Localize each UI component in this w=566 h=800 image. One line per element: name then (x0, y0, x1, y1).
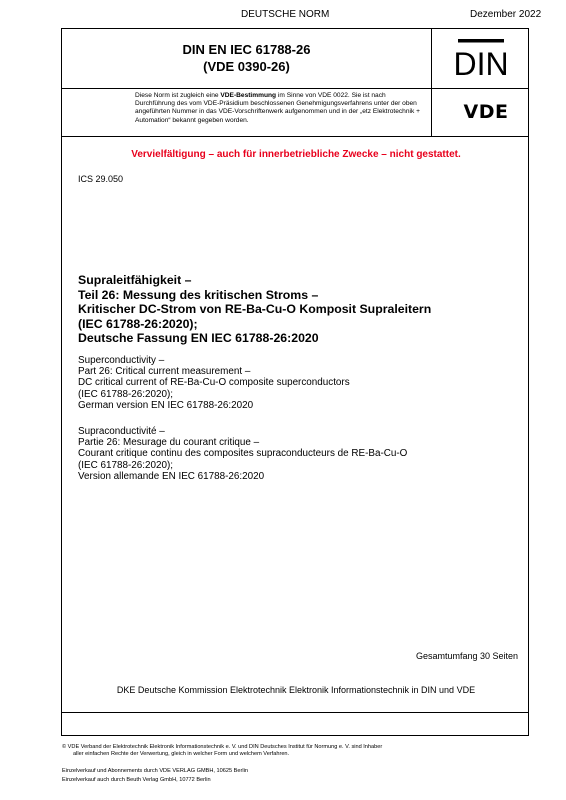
standard-number: DIN EN IEC 61788-26 (182, 42, 311, 57)
sales-line: Einzelverkauf und Abonnements durch VDE VERLAG GMBH, 10625 Berlin (62, 768, 248, 774)
title-german-line: Supraleitfähigkeit – (78, 273, 192, 287)
divider (62, 712, 528, 713)
vde-logo: VDE (463, 101, 509, 123)
title-english-line: Superconductivity – (78, 355, 165, 366)
publication-date: Dezember 2022 (470, 9, 542, 20)
din-logo-mark (453, 38, 509, 82)
sales-line: Einzelverkauf auch durch Beuth Verlag GmbH, 10772 Berlin (62, 777, 211, 783)
title-english-line: Part 26: Critical current measurement – (78, 366, 251, 378)
vde-notice-text: Diese Norm ist zugleich eine (135, 92, 221, 99)
copyright-line: © VDE Verband der Elektrotechnik Elektronik Informationstechnik e. V. und DIN Deutsches Institut für Normung e. V. sind Inhaber (62, 744, 383, 750)
title-german-line: Teil 26: Messung des kritischen Stroms – (78, 287, 319, 302)
copyright-line: aller einfachen Rechte der Verwertung, gleich in welcher Form und welchem Verfahren. (73, 751, 290, 757)
vde-notice (135, 92, 427, 125)
title-french-line: Supraconductivité – (78, 426, 165, 437)
title-german-line: Kritischer DC-Strom von RE-Ba-Cu-O Komposit Supraleitern (78, 302, 432, 317)
vde-notice-emphasis: VDE-Bestimmung (220, 92, 277, 99)
document-series: DEUTSCHE NORM (241, 9, 330, 20)
ics-code: ICS 29.050 (78, 174, 124, 184)
divider (62, 136, 528, 137)
title-english-line: DC critical current of RE-Ba-Cu-O composite superconductors (78, 377, 350, 389)
vde-classification: (VDE 0390-26) (203, 59, 290, 74)
divider (62, 88, 528, 89)
title-english-line: German version EN IEC 61788-26:2020 (78, 399, 254, 411)
reproduction-warning: Vervielfältigung – auch für innerbetriebliche Zwecke – nicht gestattet. (131, 149, 461, 160)
din-logo (453, 38, 509, 82)
title-french-line: Partie 26: Mesurage du courant critique – (78, 437, 260, 449)
title-french-line: Version allemande EN IEC 61788-26:2020 (78, 470, 265, 482)
title-english (78, 355, 350, 411)
logo-column-divider (431, 29, 432, 137)
dke-committee: DKE Deutsche Kommission Elektrotechnik Elektronik Informationstechnik in DIN und VDE (116, 685, 476, 695)
title-french-line: (IEC 61788-26:2020); (78, 459, 173, 471)
title-french-line: Courant critique continu des composites supraconducteurs de RE-Ba-Cu-O (78, 448, 408, 460)
total-pages: Gesamtumfang 30 Seiten (415, 651, 518, 661)
din-logo-text: DIN (453, 46, 509, 82)
title-page-frame (61, 28, 529, 736)
title-german-line: Deutsche Fassung EN IEC 61788-26:2020 (78, 331, 319, 346)
title-german (78, 273, 431, 346)
title-german-line: (IEC 61788-26:2020); (78, 316, 198, 331)
vde-notice-text: im Sinne von VDE 0022. Sie ist nach Durchführung des vom VDE-Präsidium beschlossenen Genehmigungsverfahrens unter der oben angeführten Nummer in das VDE-Vorschriftenwerk aufgenommen und in der „etz Elektrotechnik + Automation“ bekannt gegeben worden. (135, 92, 420, 124)
title-english-line: (IEC 61788-26:2020); (78, 388, 173, 400)
title-french (78, 426, 407, 482)
